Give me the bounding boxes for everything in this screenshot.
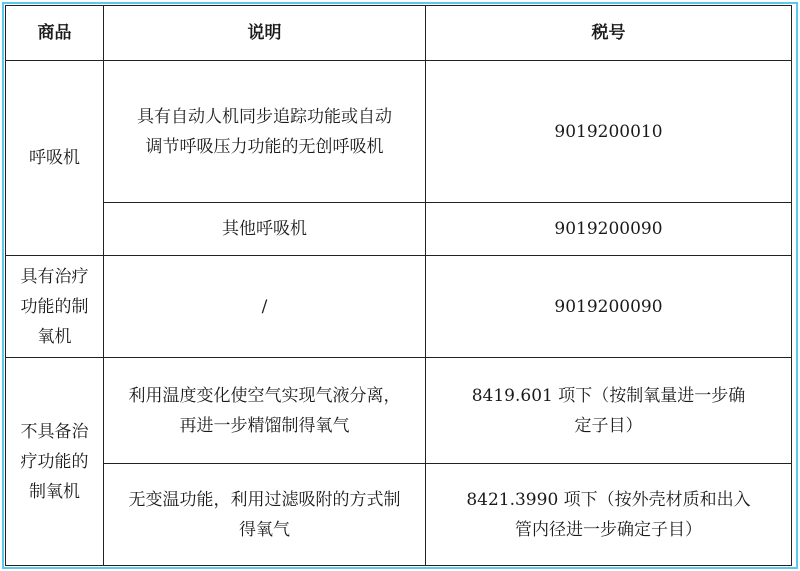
tariff-code: 定子目）	[574, 415, 643, 436]
description-cell	[104, 256, 426, 358]
description-line: 得氧气	[239, 519, 290, 540]
product-label: 氧机	[37, 326, 72, 347]
description-cell	[104, 61, 426, 203]
tariff-code-cell	[426, 203, 792, 256]
table-row	[6, 464, 792, 566]
product-label: 疗功能的	[20, 451, 89, 472]
tariff-code: 9019200090	[554, 296, 663, 317]
product-cell-therapeutic-oxygen-generator	[6, 256, 104, 358]
description-line: 无变温功能，利用过滤吸附的方式制	[128, 489, 401, 510]
description-line: /	[261, 296, 268, 317]
description-line: 其他呼吸机	[222, 219, 307, 239]
table-row	[6, 61, 792, 203]
header-tariff-code: 税号	[426, 6, 792, 61]
tariff-code-cell	[426, 61, 792, 203]
description-cell	[104, 203, 426, 256]
table-row	[6, 256, 792, 358]
tariff-code-cell	[426, 358, 792, 464]
header-product: 商品	[6, 6, 104, 61]
tariff-code-cell	[426, 464, 792, 566]
table-row	[6, 203, 792, 256]
table-header-row	[6, 6, 792, 61]
product-cell-ventilator	[6, 61, 104, 256]
product-cell-non-therapeutic-oxygen-generator	[6, 358, 104, 566]
tariff-code: 管内径进一步确定子目）	[515, 519, 702, 540]
header-description: 说明	[104, 6, 426, 61]
description-cell	[104, 464, 426, 566]
tariff-code: 9019200090	[554, 219, 663, 239]
tariff-table	[5, 5, 792, 566]
product-label: 呼吸机	[29, 148, 80, 168]
product-label: 具有治疗	[20, 266, 89, 287]
product-label: 功能的制	[20, 296, 89, 317]
table-row	[6, 358, 792, 464]
tariff-code: 8421.3990 项下（按外壳材质和出入	[466, 489, 751, 510]
description-cell	[104, 358, 426, 464]
description-line: 具有自动人机同步追踪功能或自动	[137, 106, 392, 127]
tariff-code: 9019200010	[554, 121, 663, 142]
description-line: 再进一步精馏制得氧气	[179, 415, 350, 436]
product-label: 制氧机	[29, 481, 80, 502]
description-line: 利用温度变化使空气实现气液分离，	[128, 385, 401, 406]
tariff-code: 8419.601 项下（按制氧量进一步确	[471, 385, 746, 406]
product-label: 不具备治	[20, 421, 89, 442]
tariff-code-cell	[426, 256, 792, 358]
description-line: 调节呼吸压力功能的无创呼吸机	[145, 136, 384, 157]
